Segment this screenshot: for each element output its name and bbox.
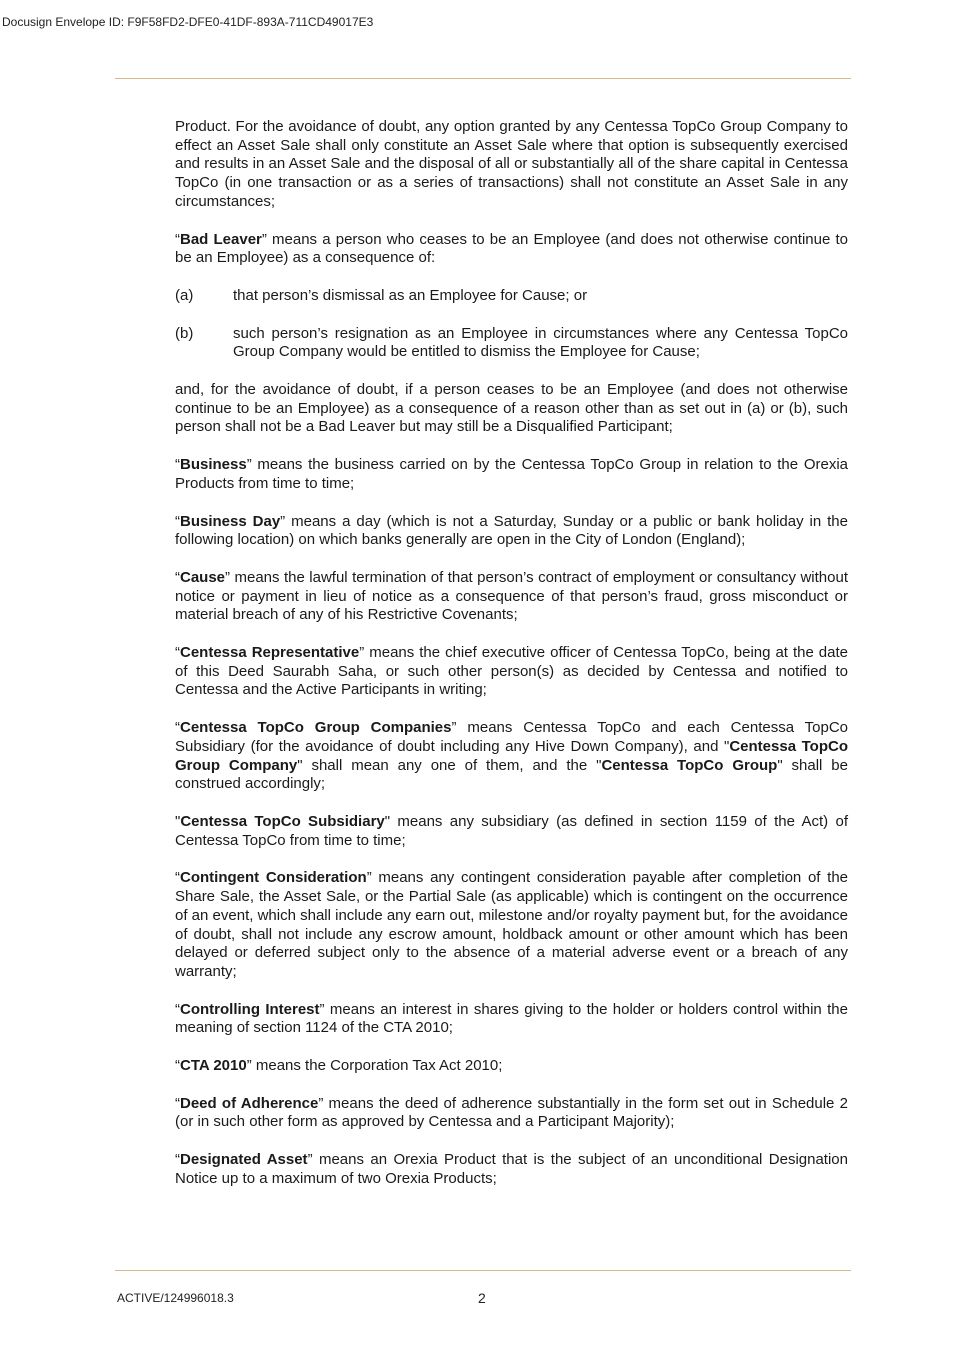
definition-bad-leaver: “Bad Leaver” means a person who ceases to be an Employee (and does not otherwise continue to be an Employee) as a consequence of: <box>175 230 848 267</box>
sub-clause-marker: (b) <box>175 324 194 342</box>
defined-term: Centessa TopCo Group Company <box>175 737 848 774</box>
defined-term: Deed of Adherence <box>180 1094 319 1112</box>
sub-clause-text: that person’s dismissal as an Employee for Cause; or <box>233 286 588 304</box>
intro-paragraph: Product. For the avoidance of doubt, any option granted by any Centessa TopCo Group Company to effect an Asset Sale shall only constitute an Asset Sale where that option is subsequently exercised and results in an Asset Sale and the disposal of all or substantially all of the share capital in Centessa TopCo (in one transaction or as a series of transactions) shall not constitute an Asset Sale in any circumstances; <box>175 118 848 210</box>
sub-clause-text: such person’s resignation as an Employee in circumstances where any Centessa TopCo Group Company would be entitled to dismiss the Employee for Cause; <box>233 324 848 361</box>
sub-clause-b <box>175 325 848 362</box>
definition-cta-2010: “CTA 2010” means the Corporation Tax Act 2010; <box>175 1057 503 1075</box>
definition-cause: “Cause” means the lawful termination of that person’s contract of employment or consultancy without notice or payment in lieu of notice as a consequence of that person’s fraud, gross misconduct or material breach of any of his Restrictive Covenants; <box>175 568 848 624</box>
sub-clause-marker: (a) <box>175 286 194 304</box>
bad-leaver-continuation: and, for the avoidance of doubt, if a person ceases to be an Employee (and does not otherwise continue to be an Employee) as a consequence of a reason other than as set out in (a) or (b), such person shall not be a Bad Leaver but may still be a Disqualified Participant; <box>175 381 848 436</box>
defined-term: Centessa TopCo Subsidiary <box>180 812 385 830</box>
defined-term: Centessa Representative <box>180 644 360 662</box>
defined-term: Cause <box>180 568 226 586</box>
defined-term: Controlling Interest <box>180 1000 320 1018</box>
footer-divider <box>115 1270 851 1271</box>
header-divider <box>115 78 851 79</box>
defined-term: Business Day <box>180 512 281 530</box>
definition-business-day: “Business Day” means a day (which is not a Saturday, Sunday or a public or bank holiday in the following location) on which banks generally are open in the City of London (England); <box>175 512 848 549</box>
definition-group-companies: “Centessa TopCo Group Companies” means Centessa TopCo and each Centessa TopCo Subsidiary (for the avoidance of doubt including any Hive Down Company), and "Centessa TopCo Group Company" shall mean any one of them, and the "Centessa TopCo Group" shall be construed accordingly; <box>175 719 848 793</box>
defined-term: CTA 2010 <box>180 1057 247 1075</box>
defined-term: Bad Leaver <box>180 230 262 248</box>
definition-designated-asset: “Designated Asset” means an Orexia Product that is the subject of an unconditional Designation Notice up to a maximum of two Orexia Products; <box>175 1151 848 1187</box>
document-reference: ACTIVE/124996018.3 <box>117 1291 234 1305</box>
definition-centessa-representative: “Centessa Representative” means the chief executive officer of Centessa TopCo, being at the date of this Deed Saurabh Saha, or such other person(s) as decided by Centessa and notified to Centessa and the Active Participants in writing; <box>175 644 849 699</box>
definition-controlling-interest: “Controlling Interest” means an interest in shares giving to the holder or holders control within the meaning of section 1124 of the CTA 2010; <box>175 1000 848 1037</box>
page-number: 2 <box>478 1290 486 1306</box>
definition-contingent-consideration: “Contingent Consideration” means any contingent consideration payable after completion of the Share Sale, the Asset Sale, or the Partial Sale (as applicable) which is contingent on the occurrence of an event, which shall include any earn out, milestone and/or royalty payment but, for the avoidance of doubt, shall not include any escrow amount, holdback amount or other amount which has been delayed or deferred subject only to the absence of a material adverse event or a breach of any warranty; <box>175 869 848 980</box>
document-body <box>175 118 848 1208</box>
defined-term: Contingent Consideration <box>180 869 367 887</box>
definition-business: “Business” means the business carried on by the Centessa TopCo Group in relation to the Orexia Products from time to time; <box>175 456 848 492</box>
defined-term: Business <box>180 456 247 474</box>
sub-clause-a <box>175 287 848 306</box>
envelope-id: Docusign Envelope ID: F9F58FD2-DFE0-41DF-893A-711CD49017E3 <box>2 15 374 29</box>
defined-term: Centessa TopCo Group Companies <box>180 719 452 737</box>
defined-term: Designated Asset <box>180 1151 308 1169</box>
definition-topco-subsidiary: "Centessa TopCo Subsidiary" means any subsidiary (as defined in section 1159 of the Act) of Centessa TopCo from time to time; <box>175 812 848 849</box>
defined-term: Centessa TopCo Group <box>601 756 778 774</box>
definition-deed-of-adherence: “Deed of Adherence” means the deed of adherence substantially in the form set out in Schedule 2 (or in such other form as approved by Centessa and a Participant Majority); <box>175 1094 848 1131</box>
